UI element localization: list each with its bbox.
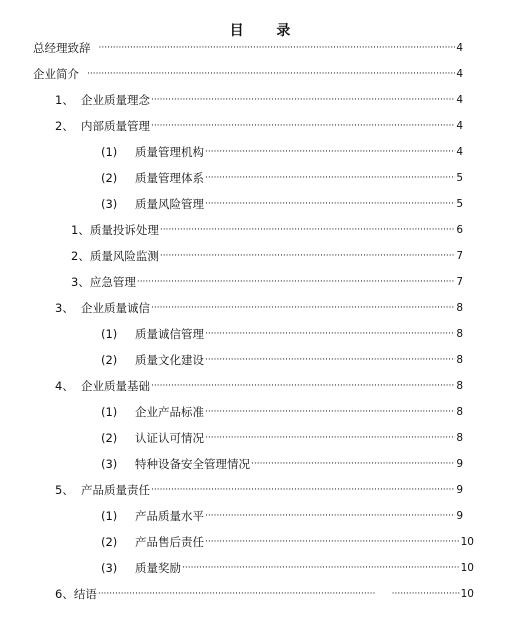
toc-entry-internal-quality-management[interactable] [55,116,463,136]
toc-entry-number: (1) [101,145,118,159]
toc-entry-quality-integrity[interactable] [55,298,463,318]
toc-entry-quality-foundation[interactable] [55,376,463,396]
toc-entry-label: 产品质量责任 [81,483,150,497]
toc-leader-dots [205,355,455,365]
toc-entry-integrity-management[interactable] [101,324,463,344]
toc-leader-dots [99,43,456,53]
toc-leader-dots [151,381,455,391]
toc-entry-page: 9 [456,484,463,496]
toc-entry-page: 9 [456,458,463,470]
toc-entry-number: (1) [101,405,118,419]
toc-title: 目 录 [229,23,305,39]
toc-entry-label: 总经理致辞 [33,41,91,55]
toc-entry-label: 质量管理机构 [135,145,204,159]
toc-leader-dots [205,199,455,209]
toc-entry-quality-system[interactable] [101,168,463,188]
toc-entry-page: 9 [456,510,463,522]
toc-entry-page: 4 [456,120,463,132]
toc-entry-quality-culture[interactable] [101,350,463,370]
toc-entry-page: 4 [456,146,463,158]
toc-entry-label: 企业质量诚信 [81,301,150,315]
toc-entry-page: 8 [456,328,463,340]
toc-leader-dots [160,225,455,235]
toc-entry-number: (1) [101,327,118,341]
toc-entry-number: (2) [101,171,118,185]
toc-entry-label: 质量管理体系 [135,171,204,185]
toc-entry-page: 4 [456,94,463,106]
toc-leader-dots [392,589,460,599]
toc-entry-quality-organization[interactable] [101,142,463,162]
toc-entry-product-quality-responsibility[interactable] [55,480,463,500]
toc-leader-dots [182,563,460,573]
toc-leader-dots [151,303,455,313]
toc-entry-label: 3、应急管理 [71,275,136,289]
toc-entry-number: 4、 [55,379,74,393]
toc-entry-risk-monitoring[interactable] [71,246,463,266]
toc-entry-label: 内部质量管理 [81,119,150,133]
toc-entry-label: 6、结语 [55,587,97,601]
toc-leader-dots [151,485,455,495]
toc-leader-dots [205,537,460,547]
toc-entry-label: 产品质量水平 [135,509,204,523]
toc-entry-page: 8 [456,302,463,314]
toc-leader-dots [137,277,455,287]
toc-entry-page: 4 [456,42,463,54]
toc-entry-product-quality-level[interactable] [101,506,463,526]
toc-leader-dots [87,69,455,79]
toc-entry-number: 5、 [55,483,74,497]
toc-entry-page: 7 [456,276,463,288]
toc-entry-number: (1) [101,509,118,523]
toc-leader-dots [160,251,455,261]
toc-entry-number: (2) [101,431,118,445]
toc-leader-dots [205,511,455,521]
toc-leader-dots [98,589,376,599]
toc-leader-dots [205,407,455,417]
toc-entry-president-address[interactable] [33,38,463,58]
toc-entry-label: 质量奖励 [135,561,181,575]
toc-entry-number: (2) [101,535,118,549]
toc-leader-dots [205,173,455,183]
toc-entry-label: 特种设备安全管理情况 [135,457,250,471]
toc-entry-label: 质量风险管理 [135,197,204,211]
toc-entry-label: 企业简介 [33,67,79,81]
toc-entry-company-intro[interactable] [33,64,463,84]
toc-entry-number: (3) [101,457,118,471]
toc-entry-page: 8 [456,354,463,366]
toc-entry-page: 4 [456,68,463,80]
toc-entry-number: 1、 [55,93,74,107]
toc-entry-number: (3) [101,197,118,211]
toc-entry-complaint-handling[interactable] [71,220,463,240]
toc-entry-page: 10 [460,588,474,600]
toc-leader-dots [151,121,455,131]
toc-entry-page: 8 [456,380,463,392]
toc-entry-number: (3) [101,561,118,575]
toc-entry-page: 8 [456,406,463,418]
toc-entry-label: 认证认可情况 [135,431,204,445]
toc-entry-page: 8 [456,432,463,444]
toc-entry-emergency-management[interactable] [71,272,463,292]
toc-entry-number: 3、 [55,301,74,315]
toc-entry-label: 企业质量基础 [81,379,150,393]
toc-leader-dots [205,147,455,157]
toc-entry-label: 企业产品标准 [135,405,204,419]
toc-entry-page: 10 [460,536,474,548]
toc-entry-page: 5 [456,172,463,184]
toc-entry-page: 5 [456,198,463,210]
toc-entry-page: 6 [456,224,463,236]
toc-entry-conclusion[interactable] [55,584,474,604]
toc-entry-product-standards[interactable] [101,402,463,422]
toc-entry-label: 产品售后责任 [135,535,204,549]
toc-entry-number: (2) [101,353,118,367]
toc-entry-number: 2、 [55,119,74,133]
toc-entry-label: 2、质量风险监测 [71,249,159,263]
toc-entry-label: 企业质量理念 [81,93,150,107]
toc-leader-dots [151,95,455,105]
toc-entry-special-equipment-safety[interactable] [101,454,463,474]
toc-entry-label: 质量文化建设 [135,353,204,367]
toc-entry-quality-risk-management[interactable] [101,194,463,214]
toc-entry-after-sales[interactable] [101,532,474,552]
toc-leader-dots [205,329,455,339]
toc-entry-certification[interactable] [101,428,463,448]
toc-leader-dots [205,433,455,443]
toc-leader-dots [251,459,455,469]
toc-entry-label: 1、质量投诉处理 [71,223,159,237]
toc-entry-label: 质量诚信管理 [135,327,204,341]
toc-entry-quality-philosophy[interactable] [55,90,463,110]
toc-entry-quality-awards[interactable] [101,558,474,578]
toc-entry-page: 10 [460,562,474,574]
toc-entry-page: 7 [456,250,463,262]
